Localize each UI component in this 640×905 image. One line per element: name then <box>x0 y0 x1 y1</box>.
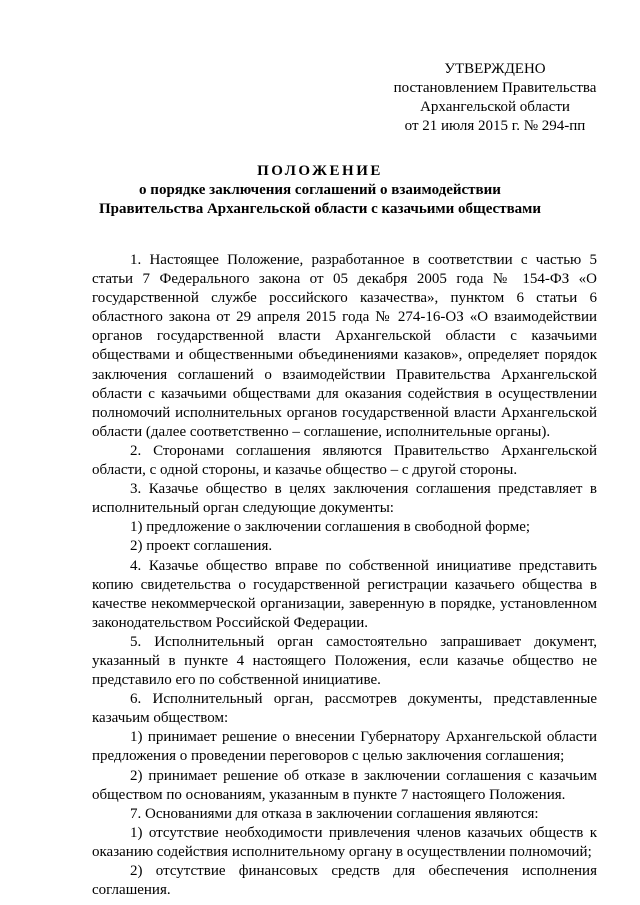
paragraph-6-item-2: 2) принимает решение об отказе в заключении соглашения с казачьим обществом по основаниям, указанным в пункте 7 настоящего Положения. <box>92 767 597 803</box>
approved-region-line: Архангельской области <box>420 99 570 115</box>
paragraph-7-item-1: 1) отсутствие необходимости привлечения членов казачьих обществ к оказанию содействия исполнительному органу в осуществлении полномочий; <box>92 824 597 860</box>
paragraph-3-item-1: 1) предложение о заключении соглашения в свободной форме; <box>130 519 531 536</box>
approval-stamp <box>380 60 610 136</box>
paragraph-3-item-2: 2) проект соглашения. <box>130 538 273 555</box>
approved-date-line: от 21 июля 2015 г. № 294-пп <box>404 118 586 134</box>
paragraph-7: 7. Основаниями для отказа в заключении соглашения являются: <box>130 805 539 822</box>
paragraph-6: 6. Исполнительный орган, рассмотрев документы, представленные казачьим обществом: <box>92 691 597 727</box>
title-main: ПОЛОЖЕНИЕ <box>257 163 383 179</box>
document-body <box>92 251 597 900</box>
paragraph-1: 1. Настоящее Положение, разработанное в соответствии с частью 5 статьи 7 Федерального закона от 05 декабря 2005 года № 154-ФЗ «О государственной службе российского казачества», пунктом 6 статьи 6 областного закона от 29 апреля 2015 года № 274-16-ОЗ «О взаимодействии органов государственной власти Архангельской области с казачьими обществами и общественными объединениями казаков», определяет порядок заключения соглашений о взаимодействии Правительства Архангельской области с казачьими обществами для оказания содействия в осуществлении полномочий исполнительных органов государственной власти Архангельской области (далее соответственно – соглашение, исполнительные органы). <box>92 252 597 440</box>
approved-by-line: постановлением Правительства <box>393 80 597 96</box>
paragraph-5: 5. Исполнительный орган самостоятельно запрашивает документ, указанный в пункте 4 настоящего Положения, если казачье общество не представило его по собственной инициативе. <box>92 633 597 689</box>
document-title <box>60 161 580 219</box>
paragraph-7-item-2: 2) отсутствие финансовых средств для обеспечения исполнения соглашения. <box>92 863 597 899</box>
paragraph-6-item-1: 1) принимает решение о внесении Губернатору Архангельской области предложения о проведении переговоров с целью заключения соглашения; <box>92 729 597 765</box>
paragraph-2: 2. Сторонами соглашения являются Правительство Архангельской области, с одной стороны, и казачье общество – с другой стороны. <box>92 442 597 479</box>
title-subtitle-2: Правительства Архангельской области с казачьими обществами <box>98 201 542 217</box>
title-subtitle-1: о порядке заключения соглашений о взаимодействии <box>139 182 501 198</box>
paragraph-3: 3. Казачье общество в целях заключения соглашения представляет в исполнительный орган следующие документы: <box>92 481 597 517</box>
approved-label: УТВЕРЖДЕНО <box>444 61 546 77</box>
paragraph-4: 4. Казачье общество вправе по собственной инициативе представить копию свидетельства о государственной регистрации казачьего общества в качестве некоммерческой организации, заверенную в порядке, установленном законодательством Российской Федерации. <box>92 557 597 631</box>
